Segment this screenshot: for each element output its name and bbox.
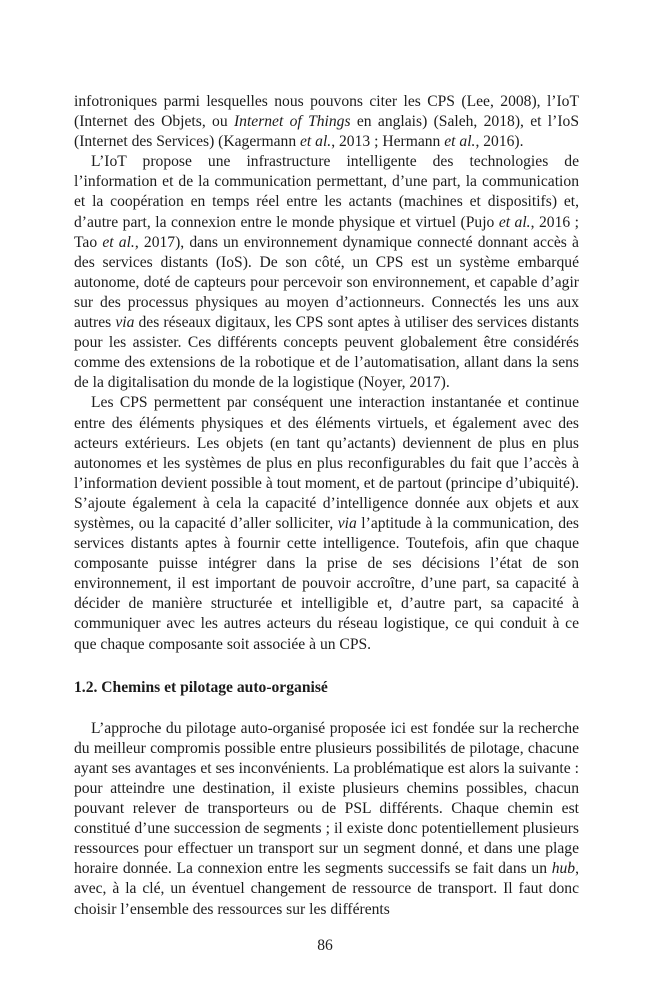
text-run: , avec, à la clé, un éventuel changement de ressource de transport. Il faut donc choisir l’ensemble des ressources sur les différents [74, 860, 579, 918]
italic-run: et al. [444, 133, 476, 151]
paragraph-2 [74, 152, 579, 393]
section-heading: 1.2. Chemins et pilotage auto-organisé [74, 678, 328, 696]
text-run: , 2016). [475, 133, 524, 151]
italic-run: hub [551, 860, 576, 878]
page-body [74, 92, 579, 920]
text-run: Les CPS permettent par conséquent une interaction instantanée et continue entre des éléments physiques et des éléments virtuels, et également avec des acteurs extérieurs. Les objets (en tant qu’actants) deviennent de plus en plus autonomes et les systèmes de plus en plus reconfigurables du fait que l’accès à l’information devient possible à tout moment, et de partout (principe d’ubiquité). S’ajoute également à cela la capacité d’intelligence donnée aux objets et aux systèmes, ou la capacité d’aller solliciter, [74, 394, 579, 532]
paragraph-1 [74, 92, 579, 152]
italic-run: et al. [498, 213, 531, 231]
italic-run: Internet of Things [233, 113, 351, 131]
text-run: infotroniques parmi lesquelles nous pouvons citer les CPS (Lee, 2008), l’IoT (Internet des Objets, ou [74, 93, 579, 131]
page-number: 86 [317, 937, 333, 954]
paragraph-4 [74, 719, 579, 920]
italic-run: et al. [102, 233, 135, 251]
text-run: l’aptitude à la communication, des services distants aptes à fournir cette intelligence. Toutefois, afin que chaque composante puisse intégrer dans la prise de ses décisions l’état de son environnement, il est important de pouvoir accroître, d’une part, sa capacité à décider de manière structurée et intelligible et, d’autre part, sa capacité à communiquer avec les autres acteurs du réseau logistique, ce qui conduit à ce que chaque composante soit associée à un CPS. [74, 514, 579, 653]
text-run: , 2016 ; Tao [74, 213, 579, 251]
text-run: , 2017), dans un environnement dynamique connecté donnant accès à des services distants (IoS). De son côté, un CPS est un système embarqué autonome, doté de capteurs pour percevoir son environnement, et capable d’agir sur des processus physiques au moyen d’actionneurs. Connectés les uns aux autres [74, 233, 579, 332]
text-run: des réseaux digitaux, les CPS sont aptes à utiliser des services distants pour les assister. Ces différents concepts peuvent globalement être considérés comme des extensions de la robotique et de l’automatisation, allant dans la sens de la digitalisation du monde de la logistique (Noyer, 2017). [74, 314, 579, 392]
text-run: en anglais) (Saleh, 2018), et l’IoS (Internet des Services) (Kagermann [74, 113, 579, 151]
text-run: , 2013 ; Hermann [331, 133, 445, 151]
text-run: L’approche du pilotage auto-organisé proposée ici est fondée sur la recherche du meilleur compromis possible entre plusieurs possibilités de pilotage, chacune ayant ses avantages et ses inconvénients. La problématique est alors la suivante : pour atteindre une destination, il existe plusieurs chemins possibles, chacun pouvant relever de transporteurs ou de PSL différents. Chaque chemin est constitué d’une succession de segments ; il existe donc potentiellement plusieurs ressources pour effectuer un transport sur un segment donné, et dans une plage horaire donnée. La connexion entre les segments successifs se fait dans un [74, 719, 579, 878]
paragraph-3 [74, 393, 579, 654]
italic-run: via [115, 314, 135, 332]
italic-run: via [337, 514, 357, 532]
italic-run: et al. [300, 133, 332, 151]
text-run: L’IoT propose une infrastructure intelligente des technologies de l’information et de la communication permettant, d’une part, la communication et la coopération en temps réel entre les actants (machines et dispositifs) et, d’autre part, la connexion entre le monde physique et virtuel (Pujo [74, 153, 579, 231]
